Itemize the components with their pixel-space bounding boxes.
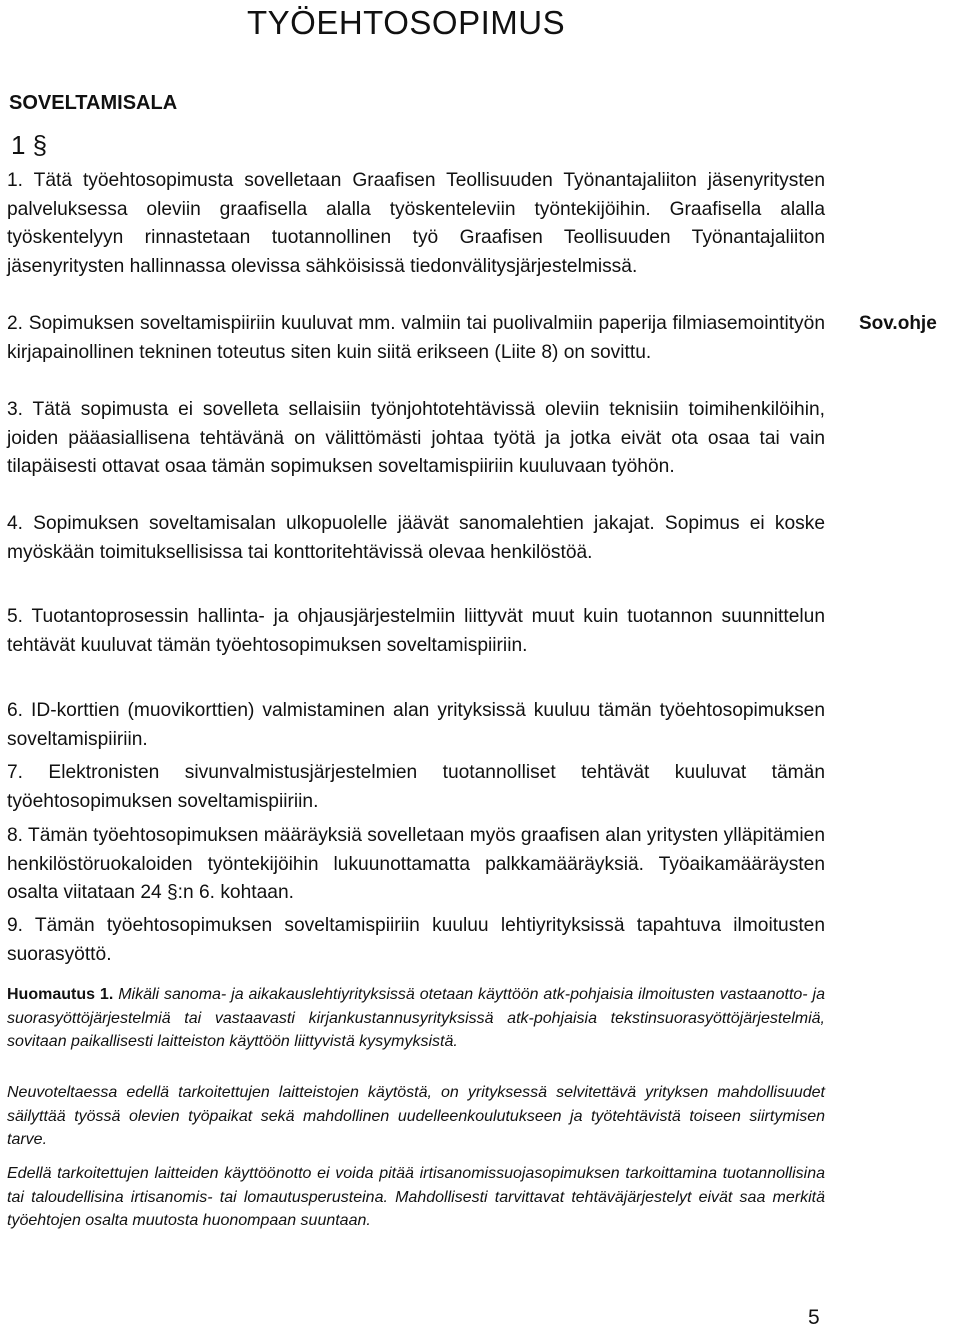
paragraph-6: 6. ID-korttien (muovikorttien) valmistaminen alan yrityksissä kuuluu tämän työehtosopimuksen soveltamispiiriin. bbox=[7, 700, 825, 750]
note-text: Mikäli sanoma- ja aikakauslehtiyrityksissä otetaan käyttöön atk-pohjaisia ilmoitusten vastaanotto- ja suorasyöttöjärjestelmiä tai vastaavasti kirjankustannusyrityksissä atk-pohjaisia tekstinsuorasyöttöjärjestelmiä, sovitaan paikallisesti laitteiston käyttöön liittyvistä kysymyksistä. bbox=[7, 986, 825, 1050]
note-label: Huomautus 1. bbox=[7, 986, 114, 1003]
note-paragraph-1: Neuvoteltaessa edellä tarkoitettujen laitteistojen käytöstä, on yrityksessä selvitettävä yrityksen mahdollisuudet säilyttää työssä olevien työpaikat sekä mahdollinen uudelleenkoulutukseen ja työtehtävistä toiseen siirtymisen tarve. bbox=[7, 1084, 825, 1148]
paragraph-2: 2. Sopimuksen soveltamispiiriin kuuluvat mm. valmiin tai puolivalmiin paperija filmiasemointityön kirjapainollinen tekninen toteutus siten kuin siitä erikseen (Liite 8) on sovittu. bbox=[7, 313, 825, 363]
paragraph-mark: 1 § bbox=[11, 130, 48, 160]
note-1 bbox=[7, 983, 825, 1054]
note-paragraph-2: Edellä tarkoitettujen laitteiden käyttöönotto ei voida pitää irtisanomissuojasopimuksen tarkoittamina tuotannollisina tai taloudellisina irtisanomis- tai lomautusperusteina. Mahdollisesti tarvittavat tehtäväjärjestelyt eivät saa merkitä työehtojen osalta muutosta huonompaan suuntaan. bbox=[7, 1165, 825, 1229]
paragraph-7: 7. Elektronisten sivunvalmistusjärjestelmien tuotannolliset tehtävät kuuluvat tämän työehtosopimuksen soveltamispiiriin. bbox=[7, 762, 825, 812]
paragraph-4: 4. Sopimuksen soveltamisalan ulkopuolelle jäävät sanomalehtien jakajat. Sopimus ei koske myöskään toimituksellisissa tai konttoritehtävissä olevaa henkilöstöä. bbox=[7, 513, 825, 563]
paragraph-3: 3. Tätä sopimusta ei sovelleta sellaisiin työnjohtotehtävissä oleviin teknisiin toimihenkilöihin, joiden pääasiallisena tehtävänä on välittömästi johtaa työtä ja jotka eivät ota osaa tai vain tilapäisesti ottavat osaa tämän sopimuksen soveltamispiiriin kuuluvaan työhön. bbox=[7, 399, 825, 477]
paragraph-1: 1. Tätä työehtosopimusta sovelletaan Graafisen Teollisuuden Työnantajaliiton jäsenyritysten palveluksessa oleviin graafisella alalla työskenteleviin työntekijöihin. Graafisella alalla työskentelyyn rinnastetaan tuotannollinen työ Graafisen Teollisuuden Työnantajaliiton jäsenyritysten hallinnassa olevissa sähköisissä tiedonvälitysjärjestelmissä. bbox=[7, 170, 825, 277]
document-title: TYÖEHTOSOPIMUS bbox=[247, 4, 566, 41]
section-heading: SOVELTAMISALA bbox=[9, 92, 178, 114]
paragraph-8: 8. Tämän työehtosopimuksen määräyksiä sovelletaan myös graafisen alan yritysten ylläpitämien henkilöstöruokaloiden työntekijöihin lukuunottamatta palkkamääräyksiä. Työaikamääräysten osalta viitataan 24 §:n 6. kohtaan. bbox=[7, 825, 825, 903]
paragraph-5: 5. Tuotantoprosessin hallinta- ja ohjausjärjestelmiin liittyvät muut kuin tuotannon suunnittelun tehtävät kuuluvat tämän työehtosopimuksen soveltamispiiriin. bbox=[7, 606, 825, 656]
side-label: Sov.ohje bbox=[859, 313, 937, 334]
page-number: 5 bbox=[808, 1306, 820, 1329]
paragraph-9: 9. Tämän työehtosopimuksen soveltamispiiriin kuuluu lehtiyrityksissä tapahtuva ilmoitusten suorasyöttö. bbox=[7, 915, 825, 965]
